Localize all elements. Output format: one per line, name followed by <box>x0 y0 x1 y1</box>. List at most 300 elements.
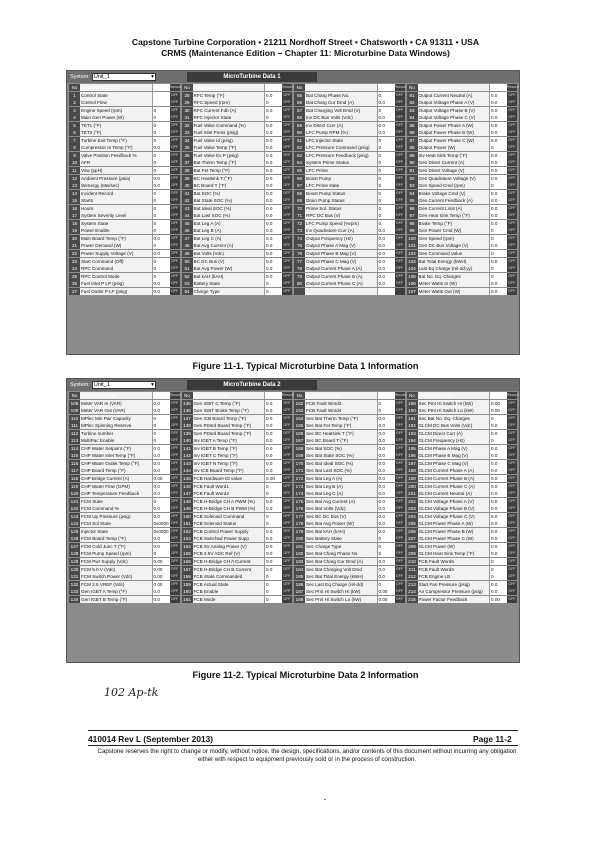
record-toggle[interactable]: OFF <box>507 152 517 159</box>
system-selector[interactable] <box>70 73 156 82</box>
record-toggle[interactable]: OFF <box>282 137 292 144</box>
system-value: Unit_1 <box>93 382 110 388</box>
record-toggle[interactable]: OFF <box>170 250 180 257</box>
parameter-value: 0.0 <box>377 122 395 129</box>
record-toggle[interactable]: OFF <box>507 566 517 573</box>
system-dropdown[interactable] <box>92 73 156 81</box>
record-toggle[interactable]: OFF <box>395 445 405 452</box>
parameter-name: Fuel Inlet P LP (psig) <box>80 280 152 287</box>
row-number: 115 <box>70 453 79 459</box>
parameter-value: 0.00 <box>152 475 170 482</box>
record-toggle[interactable]: OFF <box>507 235 517 242</box>
parameter-name: GLCM Phase B Mag (V) <box>418 452 490 459</box>
record-toggle[interactable]: OFF <box>170 452 180 459</box>
record-toggle[interactable]: OFF <box>282 513 292 520</box>
record-toggle[interactable]: OFF <box>395 498 405 505</box>
record-toggle[interactable]: OFF <box>170 445 180 452</box>
record-toggle[interactable]: OFF <box>507 242 517 249</box>
record-toggle[interactable]: OFF <box>507 460 517 467</box>
column-header <box>69 84 180 91</box>
parameter-name: FCM Pump Speed (rpm) <box>80 550 152 557</box>
record-toggle[interactable]: OFF <box>170 114 180 121</box>
record-toggle[interactable]: OFF <box>282 407 292 414</box>
record-toggle[interactable]: OFF <box>395 483 405 490</box>
parameter-value: 0.00 <box>152 566 170 573</box>
record-toggle[interactable]: OFF <box>282 422 292 429</box>
record-toggle[interactable]: OFF <box>170 550 180 557</box>
record-toggle[interactable]: OFF <box>170 475 180 482</box>
record-toggle[interactable]: OFF <box>395 190 405 197</box>
record-toggle[interactable]: OFF <box>395 107 405 114</box>
record-toggle[interactable]: OFF <box>507 92 517 99</box>
record-toggle[interactable]: OFF <box>507 175 517 182</box>
record-toggle[interactable]: OFF <box>170 460 180 467</box>
parameter-value: 0.0 <box>152 280 170 287</box>
table-row <box>294 490 405 497</box>
record-toggle[interactable]: OFF <box>282 227 292 234</box>
record-toggle[interactable]: OFF <box>395 528 405 535</box>
parameter-value: 0.0 <box>377 520 395 527</box>
table-row <box>182 467 293 474</box>
record-toggle[interactable]: OFF <box>170 558 180 565</box>
record-toggle[interactable]: OFF <box>282 581 292 588</box>
record-toggle[interactable]: OFF <box>170 588 180 595</box>
record-toggle[interactable]: OFF <box>170 167 180 174</box>
record-toggle[interactable]: OFF <box>507 588 517 595</box>
record-toggle[interactable]: OFF <box>170 129 180 136</box>
column-header-record: Record <box>169 85 182 89</box>
system-dropdown[interactable] <box>92 381 156 389</box>
row-number: 192 <box>408 423 416 429</box>
parameter-name: GLCM Voltage Phase B (V) <box>418 505 490 512</box>
record-toggle[interactable]: OFF <box>507 265 517 272</box>
parameter-value: 0.0 <box>152 505 170 512</box>
record-toggle[interactable]: OFF <box>395 258 405 265</box>
record-toggle[interactable]: OFF <box>395 152 405 159</box>
record-toggle[interactable]: OFF <box>170 520 180 527</box>
record-toggle[interactable]: OFF <box>170 437 180 444</box>
record-toggle[interactable]: OFF <box>282 273 292 280</box>
record-toggle[interactable]: OFF <box>507 220 517 227</box>
record-toggle[interactable]: OFF <box>282 190 292 197</box>
parameter-value: 0.0 <box>377 498 395 505</box>
record-toggle[interactable]: OFF <box>507 107 517 114</box>
record-toggle[interactable]: OFF <box>282 107 292 114</box>
table-row <box>294 581 405 588</box>
record-toggle[interactable]: OFF <box>170 99 180 106</box>
record-toggle[interactable]: OFF <box>507 528 517 535</box>
record-toggle[interactable]: OFF <box>507 122 517 129</box>
record-toggle[interactable]: OFF <box>507 190 517 197</box>
record-toggle[interactable]: OFF <box>395 415 405 422</box>
record-toggle[interactable]: OFF <box>507 581 517 588</box>
table-row <box>294 280 405 287</box>
row-number: 129 <box>70 558 79 564</box>
table-row <box>407 175 518 182</box>
record-toggle[interactable]: OFF <box>170 596 180 603</box>
record-toggle[interactable]: OFF <box>170 92 180 99</box>
record-toggle[interactable]: OFF <box>282 475 292 482</box>
record-toggle[interactable]: OFF <box>507 445 517 452</box>
row-number: 120 <box>70 491 79 497</box>
record-toggle[interactable]: OFF <box>170 273 180 280</box>
record-toggle[interactable]: OFF <box>507 596 517 603</box>
record-toggle[interactable]: OFF <box>170 205 180 212</box>
record-toggle[interactable]: OFF <box>507 144 517 151</box>
record-toggle[interactable]: OFF <box>507 573 517 580</box>
record-toggle[interactable]: OFF <box>282 460 292 467</box>
table-row <box>182 445 293 452</box>
table-row <box>69 588 180 595</box>
parameter-value: 0.0 <box>489 550 507 557</box>
record-toggle[interactable]: OFF <box>170 280 180 287</box>
record-toggle[interactable]: OFF <box>282 92 292 99</box>
record-toggle[interactable]: OFF <box>282 288 292 295</box>
record-toggle[interactable]: OFF <box>282 452 292 459</box>
record-toggle[interactable]: OFF <box>507 415 517 422</box>
record-toggle[interactable]: OFF <box>282 505 292 512</box>
record-toggle[interactable]: OFF <box>395 235 405 242</box>
record-toggle[interactable]: OFF <box>282 152 292 159</box>
record-toggle[interactable]: OFF <box>170 159 180 166</box>
row-number: 190 <box>408 408 416 414</box>
parameter-name: Boost Pump <box>305 175 377 182</box>
record-toggle[interactable]: OFF <box>170 152 180 159</box>
record-toggle[interactable]: OFF <box>170 242 180 249</box>
record-toggle[interactable]: OFF <box>395 505 405 512</box>
parameter-value: 0.0 <box>264 452 282 459</box>
record-toggle[interactable]: OFF <box>282 265 292 272</box>
record-toggle[interactable]: OFF <box>282 566 292 573</box>
record-toggle[interactable]: OFF <box>395 452 405 459</box>
table-row <box>69 430 180 437</box>
record-toggle[interactable]: OFF <box>282 467 292 474</box>
record-toggle[interactable]: OFF <box>395 490 405 497</box>
record-toggle[interactable]: OFF <box>507 400 517 407</box>
record-toggle[interactable]: OFF <box>282 159 292 166</box>
record-toggle[interactable]: OFF <box>282 258 292 265</box>
table-row <box>182 558 293 565</box>
record-toggle[interactable]: OFF <box>282 182 292 189</box>
record-toggle[interactable]: OFF <box>507 437 517 444</box>
parameter-name: GLCM Power Phase B (W) <box>418 528 490 535</box>
row-number: 197 <box>408 460 416 466</box>
record-toggle[interactable]: OFF <box>282 197 292 204</box>
record-toggle[interactable]: OFF <box>507 258 517 265</box>
parameter-value: 0.0 <box>152 535 170 542</box>
record-toggle[interactable]: OFF <box>395 129 405 136</box>
record-toggle[interactable]: OFF <box>395 122 405 129</box>
record-toggle[interactable]: OFF <box>170 566 180 573</box>
table-row <box>294 190 405 197</box>
record-toggle[interactable]: OFF <box>507 182 517 189</box>
parameter-value: 0.0 <box>152 513 170 520</box>
record-toggle[interactable]: OFF <box>395 144 405 151</box>
table-row <box>407 437 518 444</box>
record-toggle[interactable]: OFF <box>170 107 180 114</box>
record-toggle[interactable]: OFF <box>395 581 405 588</box>
record-toggle[interactable]: OFF <box>282 175 292 182</box>
record-toggle[interactable]: OFF <box>395 92 405 99</box>
record-toggle[interactable]: OFF <box>507 280 517 287</box>
record-toggle[interactable]: OFF <box>395 513 405 520</box>
record-toggle[interactable]: OFF <box>282 437 292 444</box>
record-toggle[interactable]: OFF <box>170 513 180 520</box>
record-toggle[interactable]: OFF <box>395 566 405 573</box>
row-number: 77 <box>294 258 305 265</box>
record-toggle[interactable]: OFF <box>170 235 180 242</box>
record-toggle[interactable]: OFF <box>170 175 180 182</box>
record-toggle[interactable]: OFF <box>282 528 292 535</box>
column-header-param: Parameter (Units) <box>418 84 490 91</box>
record-toggle[interactable]: OFF <box>282 122 292 129</box>
record-toggle[interactable]: OFF <box>282 99 292 106</box>
parameter-value: 0.0 <box>264 107 282 114</box>
parameter-value: 0 <box>489 566 507 573</box>
record-toggle[interactable]: OFF <box>507 505 517 512</box>
record-toggle[interactable]: OFF <box>395 242 405 249</box>
record-toggle[interactable]: OFF <box>282 573 292 580</box>
record-toggle[interactable]: OFF <box>170 265 180 272</box>
record-toggle[interactable]: OFF <box>507 513 517 520</box>
table-row <box>407 258 518 265</box>
record-toggle[interactable]: OFF <box>507 407 517 414</box>
record-toggle[interactable]: OFF <box>282 129 292 136</box>
record-toggle[interactable]: OFF <box>170 190 180 197</box>
record-toggle[interactable]: OFF <box>170 227 180 234</box>
table-row <box>182 122 293 129</box>
record-toggle[interactable]: OFF <box>395 437 405 444</box>
record-toggle[interactable]: OFF <box>170 122 180 129</box>
record-toggle[interactable]: OFF <box>282 144 292 151</box>
row-number: 132 <box>70 581 79 587</box>
parameter-name: FCB Actual State <box>193 581 265 588</box>
record-toggle[interactable]: OFF <box>282 558 292 565</box>
parameter-name: Bat Ideal SOC (%) <box>193 205 265 212</box>
parameter-value: 0 <box>152 190 170 197</box>
record-toggle[interactable]: OFF <box>395 182 405 189</box>
record-toggle[interactable]: OFF <box>395 197 405 204</box>
parameter-name: GLCM Phase A Mag (V) <box>418 445 490 452</box>
table-row <box>294 588 405 595</box>
record-toggle[interactable]: OFF <box>170 535 180 542</box>
record-toggle[interactable]: OFF <box>395 596 405 603</box>
row-number: 142 <box>183 453 191 459</box>
parameter-value: 0 <box>264 588 282 595</box>
record-toggle[interactable]: OFF <box>507 227 517 234</box>
system-selector[interactable] <box>70 381 156 390</box>
record-toggle[interactable]: OFF <box>507 498 517 505</box>
record-toggle[interactable]: OFF <box>395 220 405 227</box>
record-toggle[interactable]: OFF <box>170 505 180 512</box>
record-toggle[interactable]: OFF <box>507 129 517 136</box>
parameter-value: 0 <box>152 167 170 174</box>
record-toggle[interactable]: OFF <box>170 573 180 580</box>
record-toggle[interactable]: OFF <box>282 596 292 603</box>
record-toggle[interactable]: OFF <box>395 475 405 482</box>
record-toggle[interactable]: OFF <box>507 197 517 204</box>
record-toggle[interactable]: OFF <box>170 498 180 505</box>
record-toggle[interactable]: OFF <box>507 452 517 459</box>
record-toggle[interactable]: OFF <box>282 280 292 287</box>
parameter-name: Sec Charge Type <box>305 543 377 550</box>
row-number: 96 <box>407 205 418 212</box>
record-toggle[interactable]: OFF <box>395 114 405 121</box>
record-toggle[interactable]: OFF <box>507 535 517 542</box>
record-toggle[interactable]: OFF <box>282 235 292 242</box>
record-toggle[interactable]: OFF <box>170 483 180 490</box>
record-toggle[interactable]: OFF <box>170 407 180 414</box>
system-label: System: <box>70 382 90 388</box>
record-toggle[interactable]: OFF <box>395 460 405 467</box>
record-toggle[interactable]: OFF <box>282 415 292 422</box>
record-toggle[interactable]: OFF <box>170 212 180 219</box>
parameter-name: Output Voltage Phase B (V) <box>418 107 490 114</box>
parameter-value: 0.0 <box>489 107 507 114</box>
record-toggle[interactable]: OFF <box>170 581 180 588</box>
record-toggle[interactable]: OFF <box>395 167 405 174</box>
record-toggle[interactable]: OFF <box>395 273 405 280</box>
record-toggle[interactable]: OFF <box>395 265 405 272</box>
row-number: 108 <box>70 400 79 406</box>
record-toggle[interactable]: OFF <box>395 137 405 144</box>
figure-caption-2: Figure 11-2. Typical Microturbine Data 2 Information <box>192 670 419 680</box>
record-toggle[interactable]: OFF <box>170 220 180 227</box>
parameter-name: FCB Solenoid Status <box>193 520 265 527</box>
record-toggle[interactable]: OFF <box>395 422 405 429</box>
parameter-name: MPlec Min Pwr Capacity <box>80 415 152 422</box>
record-toggle[interactable]: OFF <box>395 159 405 166</box>
record-toggle[interactable]: OFF <box>170 415 180 422</box>
record-toggle[interactable]: OFF <box>170 490 180 497</box>
row-number: 204 <box>408 513 416 519</box>
parameter-name: FCM Pwr Supply (Vdc) <box>80 558 152 565</box>
record-toggle[interactable]: OFF <box>507 543 517 550</box>
record-toggle[interactable]: OFF <box>507 422 517 429</box>
parameter-name: Gen IGBT Brake Temp (°F) <box>193 407 265 414</box>
record-toggle[interactable]: OFF <box>170 288 180 295</box>
record-toggle[interactable]: OFF <box>395 407 405 414</box>
record-toggle[interactable]: OFF <box>282 430 292 437</box>
record-toggle[interactable]: OFF <box>395 227 405 234</box>
record-toggle[interactable]: OFF <box>507 520 517 527</box>
record-toggle[interactable]: OFF <box>170 422 180 429</box>
record-toggle[interactable]: OFF <box>282 520 292 527</box>
row-number: 28 <box>182 92 193 99</box>
record-toggle[interactable]: OFF <box>507 159 517 166</box>
record-toggle[interactable]: OFF <box>395 467 405 474</box>
record-toggle[interactable]: OFF <box>282 490 292 497</box>
record-toggle[interactable]: OFF <box>282 535 292 542</box>
parameter-value: 0.0 <box>489 505 507 512</box>
record-toggle[interactable]: OFF <box>170 144 180 151</box>
table-row <box>407 505 518 512</box>
record-toggle[interactable]: OFF <box>282 445 292 452</box>
record-toggle[interactable]: OFF <box>395 205 405 212</box>
record-toggle[interactable]: OFF <box>282 212 292 219</box>
record-toggle[interactable]: OFF <box>282 588 292 595</box>
record-toggle[interactable]: OFF <box>395 543 405 550</box>
table-row <box>182 288 293 295</box>
record-toggle[interactable]: OFF <box>395 535 405 542</box>
record-toggle[interactable]: OFF <box>282 543 292 550</box>
column-header-value: Value <box>152 84 170 91</box>
parameter-name: Gen Speed (rpm) <box>418 235 490 242</box>
record-toggle[interactable]: OFF <box>282 550 292 557</box>
record-toggle[interactable]: OFF <box>395 400 405 407</box>
record-toggle[interactable]: OFF <box>395 550 405 557</box>
record-toggle[interactable]: OFF <box>282 483 292 490</box>
record-toggle[interactable]: OFF <box>282 114 292 121</box>
record-toggle[interactable]: OFF <box>282 250 292 257</box>
record-toggle[interactable]: OFF <box>170 182 180 189</box>
column-header-no: No <box>407 84 418 91</box>
table-row <box>69 92 180 99</box>
record-toggle[interactable]: OFF <box>507 273 517 280</box>
record-toggle[interactable]: OFF <box>507 430 517 437</box>
record-toggle[interactable]: OFF <box>170 543 180 550</box>
column-header-no: No <box>69 84 80 91</box>
record-toggle[interactable]: OFF <box>507 467 517 474</box>
record-toggle[interactable]: OFF <box>507 483 517 490</box>
record-toggle[interactable]: OFF <box>395 520 405 527</box>
record-toggle[interactable]: OFF <box>395 212 405 219</box>
record-toggle[interactable]: OFF <box>507 212 517 219</box>
parameter-name: GLCM Current Phase C (A) <box>418 483 490 490</box>
record-toggle[interactable]: OFF <box>395 588 405 595</box>
record-toggle[interactable]: OFF <box>170 467 180 474</box>
record-toggle[interactable]: OFF <box>170 430 180 437</box>
record-toggle[interactable]: OFF <box>507 114 517 121</box>
record-toggle[interactable]: OFF <box>170 137 180 144</box>
record-toggle[interactable]: OFF <box>282 220 292 227</box>
parameter-value: 0 <box>377 144 395 151</box>
parameter-value: 0.0 <box>489 159 507 166</box>
record-toggle[interactable]: OFF <box>170 258 180 265</box>
record-toggle[interactable]: OFF <box>282 167 292 174</box>
record-toggle[interactable] <box>395 288 405 295</box>
table-row <box>182 400 293 407</box>
record-toggle[interactable]: OFF <box>507 490 517 497</box>
record-toggle[interactable]: OFF <box>395 430 405 437</box>
record-toggle[interactable]: OFF <box>282 242 292 249</box>
record-toggle[interactable]: OFF <box>507 99 517 106</box>
parameter-value: 0.0 <box>489 129 507 136</box>
record-toggle[interactable]: OFF <box>507 137 517 144</box>
record-toggle[interactable]: OFF <box>395 175 405 182</box>
row-number: 32 <box>182 122 193 129</box>
record-toggle[interactable]: OFF <box>395 573 405 580</box>
record-toggle[interactable]: OFF <box>282 400 292 407</box>
record-toggle[interactable]: OFF <box>507 550 517 557</box>
record-toggle[interactable]: OFF <box>282 498 292 505</box>
record-toggle[interactable]: OFF <box>170 400 180 407</box>
record-toggle[interactable]: OFF <box>395 99 405 106</box>
record-toggle[interactable]: OFF <box>395 250 405 257</box>
record-toggle[interactable]: OFF <box>282 205 292 212</box>
parameter-name: Output Power Phase B (W) <box>418 129 490 136</box>
record-toggle[interactable]: OFF <box>395 280 405 287</box>
record-toggle[interactable]: OFF <box>507 250 517 257</box>
record-toggle[interactable]: OFF <box>507 167 517 174</box>
record-toggle[interactable]: OFF <box>507 475 517 482</box>
record-toggle[interactable]: OFF <box>507 558 517 565</box>
record-toggle[interactable]: OFF <box>395 558 405 565</box>
record-toggle[interactable]: OFF <box>507 288 517 295</box>
record-toggle[interactable]: OFF <box>507 205 517 212</box>
record-toggle[interactable]: OFF <box>170 528 180 535</box>
record-toggle[interactable]: OFF <box>170 197 180 204</box>
